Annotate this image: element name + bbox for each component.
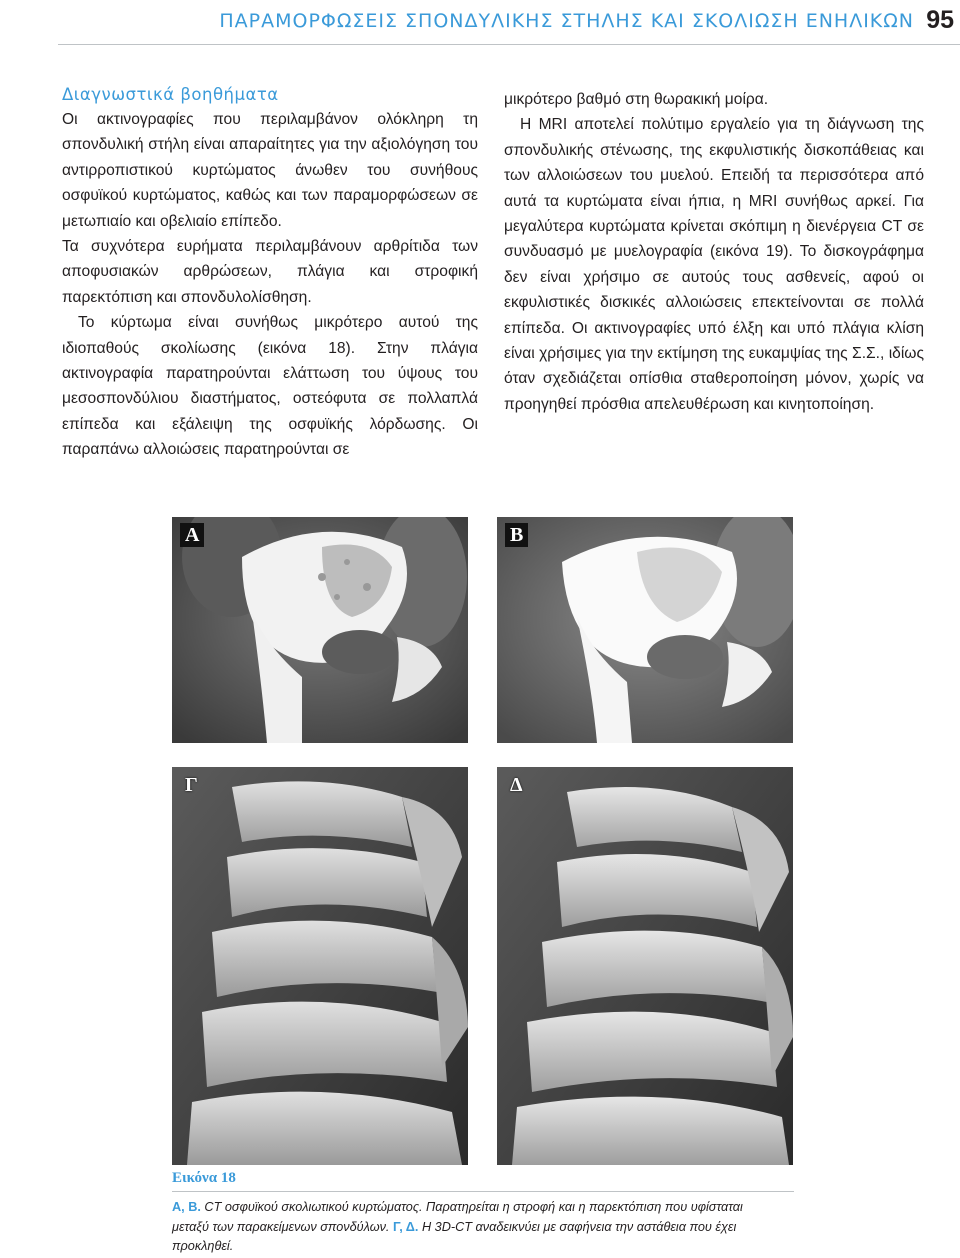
ct-scan-illustration <box>172 517 468 743</box>
panel-label: Γ <box>185 774 198 796</box>
paragraph: μικρότερο βαθμό στη θωρακική μοίρα. <box>504 91 769 108</box>
caption-ref-ab: Α, Β. <box>172 1200 201 1214</box>
figure-panel-d-3d-ct-image <box>497 767 793 1165</box>
section-heading: Διαγνωστικά βοηθήματα <box>62 85 279 104</box>
figure-caption <box>172 1198 768 1257</box>
figure-label: Εικόνα 18 <box>172 1170 236 1186</box>
caption-text-ab: CT οσφυϊκού σκολιωτικού κυρτώματος. Παρατηρείται η στροφή και η παρεκτόπιση που υφίσταται μεταξύ των παρακείμενων σπονδύλων. <box>172 1200 743 1234</box>
figure-caption-divider <box>172 1191 794 1192</box>
panel-label: Δ <box>510 774 523 796</box>
paragraph: Τα συχνότερα ευρήματα περιλαμβάνουν αρθρίτιδα των αποφυσιακών αρθρώσεων, πλάγια και στροφική παρεκτόπιση και σπονδυλολίσθηση. <box>62 238 478 306</box>
right-text-column <box>504 87 924 417</box>
figure-panel-b-ct-image <box>497 517 793 743</box>
3d-spine-illustration <box>172 767 468 1165</box>
figure-panel-a-ct-image <box>172 517 468 743</box>
figure-panel-c-3d-ct-image <box>172 767 468 1165</box>
paragraph: Το κύρτωμα είναι συνήθως μικρότερο αυτού της ιδιοπαθούς σκολίωσης (εικόνα 18). Στην πλάγια ακτινογραφία παρατηρούνται ελάττωση του ύψους του μεσοσπονδύλιου διαστήματος, οστεόφυτα σε πολλαπλά επίπεδα και εξάλειψη της οσφυϊκής λόρδωσης. Οι παραπάνω αλλοιώσεις παρατηρούνται σε <box>62 314 478 459</box>
caption-text-cd: Η 3D-CT αναδεικνύει με σαφήνεια την αστάθεια που έχει προκληθεί. <box>172 1219 737 1253</box>
paragraph: Η MRI αποτελεί πολύτιμο εργαλείο για τη διάγνωση της σπονδυλικής στένωσης, της εκφυλιστικής δισκοπάθειας και των αλλοιώσεων του μυελού. Επειδή τα περισσότερα από αυτά τα κυρτώματα είναι ήπια, η MRI συνήθως αρκεί. Για μεγαλύτερα κυρτώματα κρίνεται σκόπιμη η διενέργεια CT σε συνδυασμό με μυελογραφία (εικόνα 19). Το δισκογράφημα δεν είναι χρήσιμο σε αυτούς τους ασθενείς, αφού οι εκφυλιστικές δισκικές αλλοιώσεις επεκτείνονται σε πολλά επίπεδα. Οι ακτινογραφίες υπό έλξη και υπό πλάγια κλίση είναι χρήσιμες για την εκτίμηση της ευκαμψίας της Σ.Σ., ιδίως όταν σχεδιάζεται οπίσθια σταθεροποίηση μόνον, χωρίς να προηγηθεί πρόσθια απελευθέρωση και κινητοποίηση. <box>504 116 924 413</box>
caption-ref-cd: Γ, Δ. <box>392 1219 419 1234</box>
panel-label: A <box>180 523 204 547</box>
page-number: 95 <box>926 6 954 34</box>
left-text-column <box>62 82 478 463</box>
3d-spine-illustration <box>497 767 793 1165</box>
paragraph: Οι ακτινογραφίες που περιλαμβάνον ολόκληρη τη σπονδυλική στήλη είναι απαραίτητες για την αξιολόγηση του αντιρροπιστικού κυρτώματος άνωθεν του συνήθους οσφυϊκού κυρτώματος, καθώς και των παραμορφώσεων σε μετωπιαίο και οβελιαίο επίπεδο. <box>62 111 478 230</box>
running-header: ΠΑΡΑΜΟΡΦΩΣΕΙΣ ΣΠΟΝΔΥΛΙΚΗΣ ΣΤΗΛΗΣ ΚΑΙ ΣΚΟΛΙΩΣΗ ΕΝΗΛΙΚΩΝ <box>219 10 914 32</box>
panel-label: B <box>505 523 528 547</box>
ct-scan-illustration <box>497 517 793 743</box>
header-divider <box>58 44 960 45</box>
